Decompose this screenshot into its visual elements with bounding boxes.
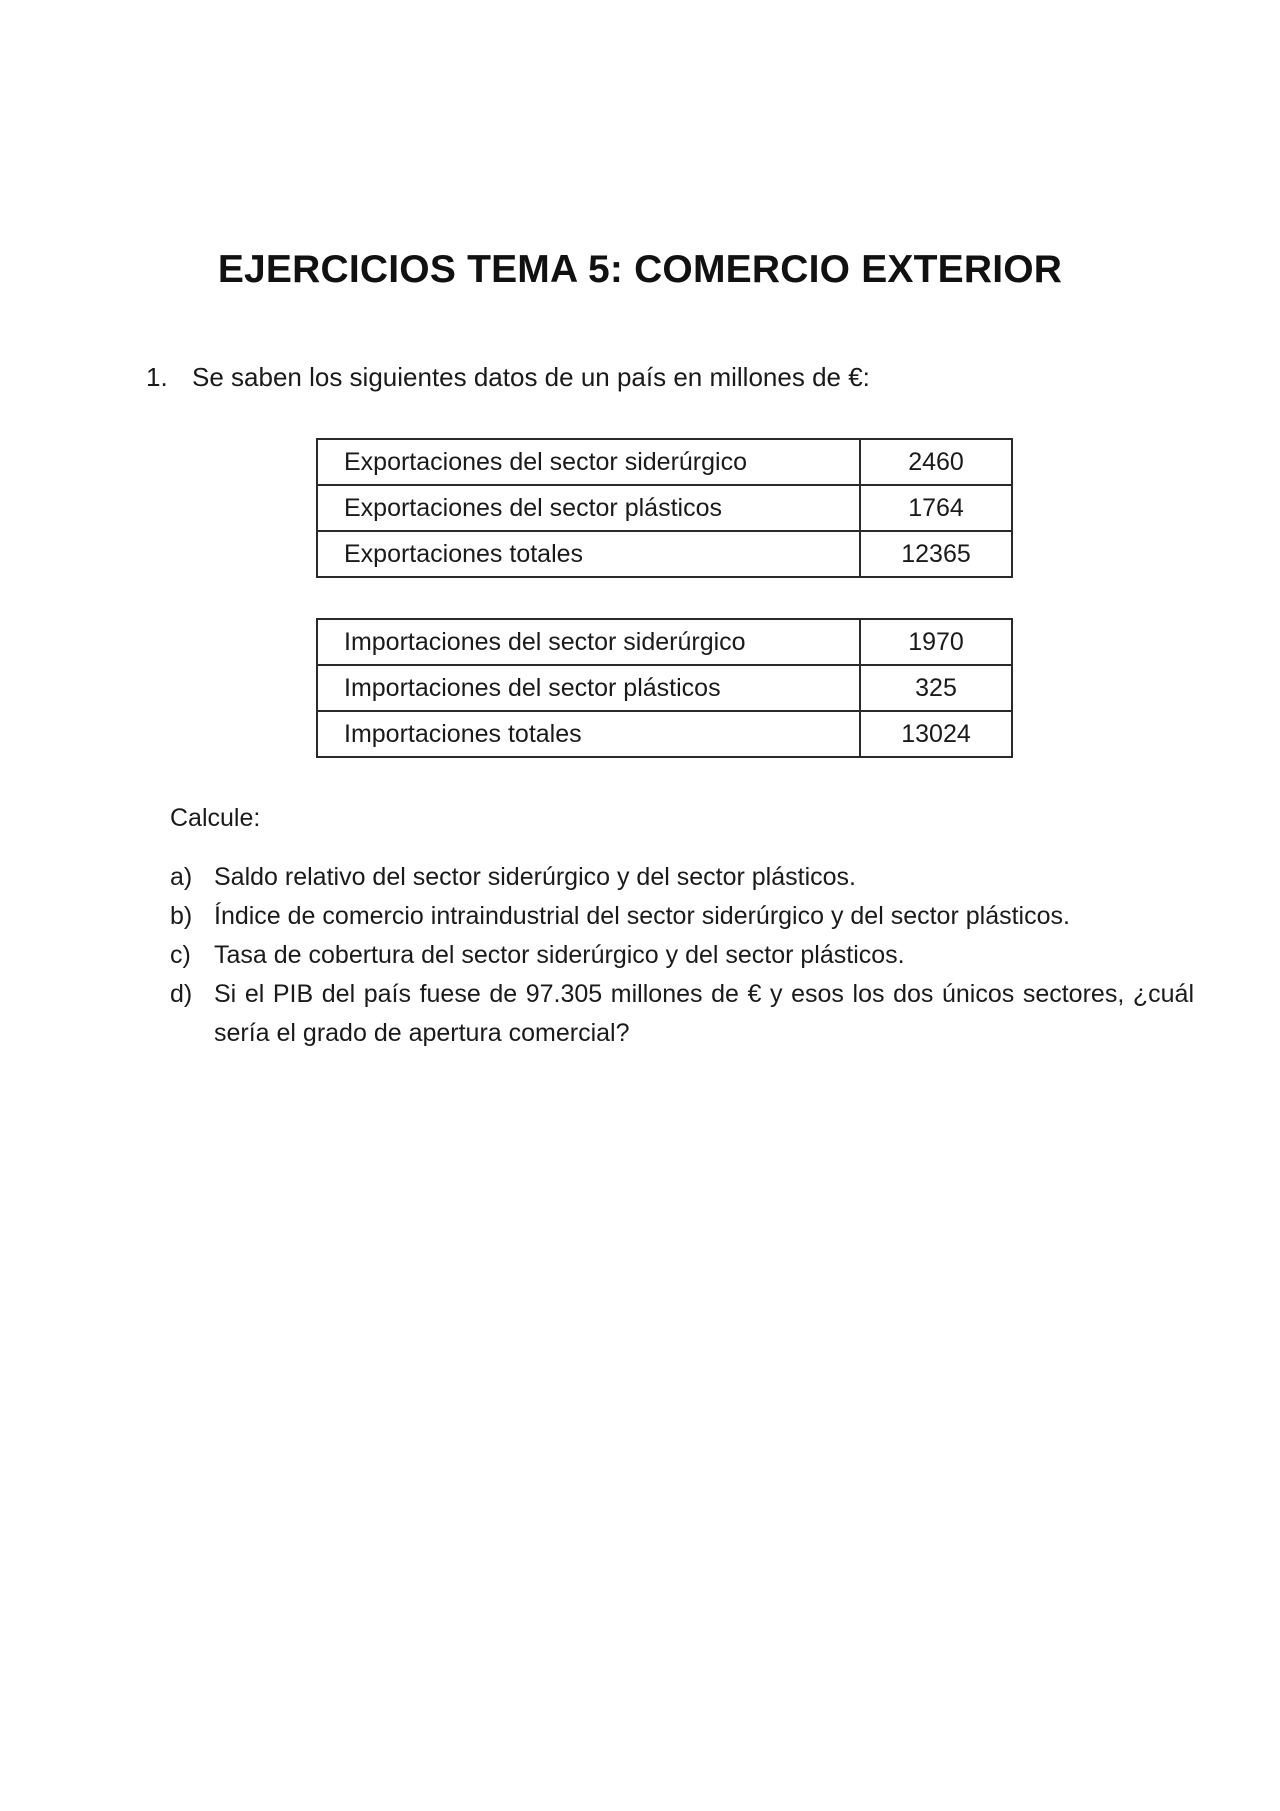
table-cell-value: 13024: [860, 711, 1012, 757]
question-number: 1.: [146, 362, 168, 392]
table-row: [317, 711, 1012, 757]
table-row: [317, 619, 1012, 665]
table-cell-value: 325: [860, 665, 1012, 711]
exports-table: [316, 438, 1013, 578]
page-title: EJERCICIOS TEMA 5: COMERCIO EXTERIOR: [217, 248, 1063, 291]
task-text: Índice de comercio intraindustrial del sector siderúrgico y del sector plásticos.: [214, 902, 1070, 930]
task-letter: b): [170, 902, 193, 930]
task-text: Tasa de cobertura del sector siderúrgico y del sector plásticos.: [214, 941, 905, 969]
task-list: [170, 858, 1194, 1053]
table-cell-value: 12365: [860, 531, 1012, 577]
table-cell-label: Exportaciones totales: [317, 531, 860, 577]
table-row: [317, 439, 1012, 485]
table-cell-label: Importaciones totales: [317, 711, 860, 757]
task-text: Si el PIB del país fuese de 97.305 millones de € y esos los dos únicos sectores, ¿cuál sería el grado de apertura comercial?: [214, 980, 1194, 1047]
table-cell-label: Importaciones del sector siderúrgico: [317, 619, 860, 665]
question-text: Se saben los siguientes datos de un país en millones de €:: [192, 362, 870, 392]
question-1: [146, 362, 870, 393]
table-row: [317, 485, 1012, 531]
table-cell-label: Importaciones del sector plásticos: [317, 665, 860, 711]
imports-table: [316, 618, 1013, 758]
list-item: [170, 975, 1194, 1053]
table-cell-value: 1970: [860, 619, 1012, 665]
table-cell-label: Exportaciones del sector siderúrgico: [317, 439, 860, 485]
list-item: [170, 858, 1194, 897]
list-item: [170, 897, 1194, 936]
table-row: [317, 665, 1012, 711]
task-letter: d): [170, 980, 193, 1008]
table-row: [317, 531, 1012, 577]
table-cell-label: Exportaciones del sector plásticos: [317, 485, 860, 531]
table-cell-value: 2460: [860, 439, 1012, 485]
task-letter: c): [170, 941, 191, 969]
table-cell-value: 1764: [860, 485, 1012, 531]
list-item: [170, 936, 1194, 975]
task-letter: a): [170, 863, 193, 891]
task-text: Saldo relativo del sector siderúrgico y del sector plásticos.: [214, 863, 856, 891]
calcule-label: Calcule:: [170, 804, 261, 832]
